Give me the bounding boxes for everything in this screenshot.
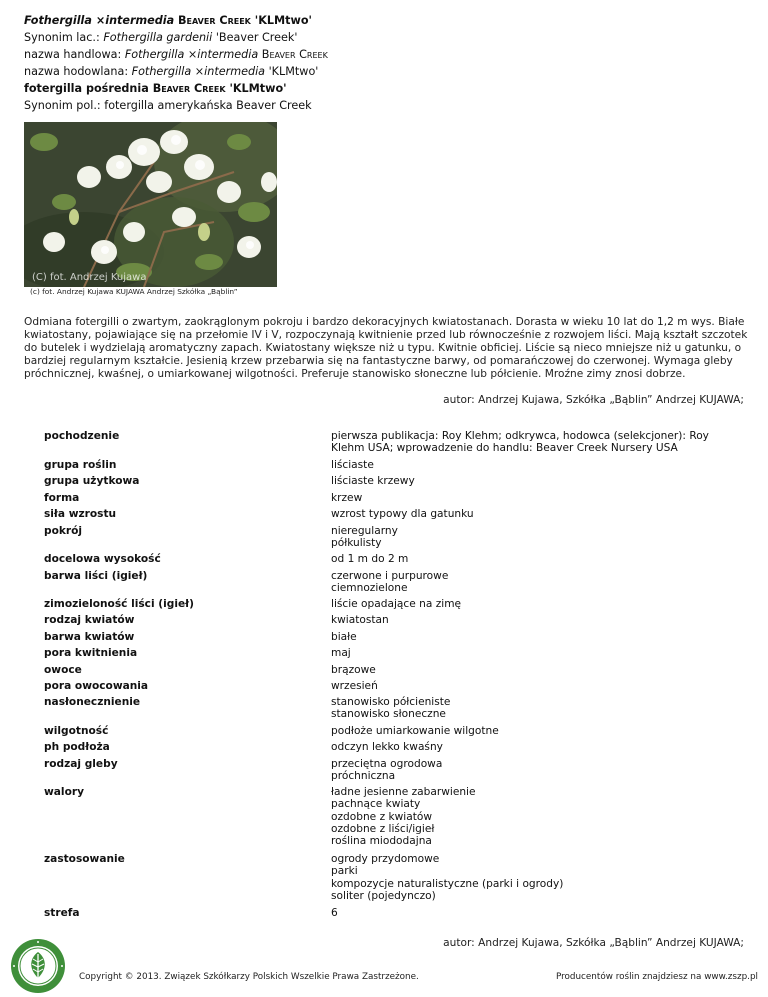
label-pora-owocowania: pora owocowania (44, 680, 149, 692)
latin-name-line (24, 12, 328, 29)
value-grupa-roslin: liściaste (331, 459, 374, 471)
label-rodzaj-kwiatow: rodzaj kwiatów (44, 614, 135, 626)
zszp-logo (10, 938, 66, 994)
breeding-name-label: nazwa hodowlana: (24, 65, 129, 78)
author-bottom: autor: Andrzej Kujawa, Szkółka „Bąblin” Andrzej KUJAWA; (443, 937, 744, 949)
label-wilgotnosc: wilgotność (44, 725, 109, 737)
breeding-species: ×intermedia (194, 65, 266, 78)
label-strefa: strefa (44, 907, 80, 919)
label-rodzaj-gleby: rodzaj gleby (44, 758, 118, 770)
photo-caption: (c) fot. Andrzej Kujawa KUJAWA Andrzej Szkółka „Bąblin” (30, 287, 238, 296)
label-walory: walory (44, 786, 84, 798)
polish-synonym-label: Synonim pol.: (24, 99, 101, 112)
value-pochodzenie: pierwsza publikacja: Roy Klehm; odkrywca, hodowca (selekcjoner): Roy Klehm USA; wprowadzenie do handlu: Beaver Creek Nursery USA (331, 430, 709, 455)
trade-genus: Fothergilla (124, 48, 185, 61)
trade-name-line (24, 46, 328, 63)
value-strefa: 6 (331, 907, 338, 919)
value-wilgotnosc: podłoże umiarkowanie wilgotne (331, 725, 499, 737)
breeding-code: 'KLMtwo' (268, 65, 319, 78)
label-barwa-kwiatow: barwa kwiatów (44, 631, 135, 643)
synonym-label: Synonim lac.: (24, 31, 100, 44)
label-zastosowanie: zastosowanie (44, 853, 125, 865)
value-zimozielonosc: liście opadające na zimę (331, 598, 462, 610)
label-owoce: owoce (44, 664, 82, 676)
label-ph: ph podłoża (44, 741, 110, 753)
label-zimozielonosc: zimozieloność liści (igieł) (44, 598, 194, 610)
value-walory: ładne jesienne zabarwienie pachnące kwiaty ozdobne z kwiatów ozdobne z liści/igieł roślina miododajna (331, 786, 476, 848)
breeding-genus: Fothergilla (131, 65, 192, 78)
value-barwa-lisci: czerwone i purpurowe ciemnozielone (331, 570, 449, 595)
hybrid-sign: × (95, 14, 106, 27)
value-rodzaj-gleby: przeciętna ogrodowa próchniczna (331, 758, 443, 783)
plant-photo (24, 122, 277, 287)
synonym-cultivar: 'Beaver Creek' (215, 31, 298, 44)
value-naslonecznienie: stanowisko półcieniste stanowisko słoneczne (331, 696, 451, 721)
trade-species: ×intermedia (187, 48, 259, 61)
label-grupa-uzytkowa: grupa użytkowa (44, 475, 140, 487)
value-grupa-uzytkowa: liściaste krzewy (331, 475, 415, 487)
label-naslonecznienie: nasłonecznienie (44, 696, 141, 708)
value-owoce: brązowe (331, 664, 376, 676)
value-docelowa-wysokosc: od 1 m do 2 m (331, 553, 409, 565)
synonym-latin: Fothergilla gardenii (103, 31, 213, 44)
genus: Fothergilla (24, 14, 92, 27)
plant-header (24, 12, 328, 114)
trade-name: Beaver Creek (261, 48, 328, 61)
cultivar-code: 'KLMtwo' (254, 14, 312, 27)
latin-synonym-line (24, 29, 328, 46)
label-docelowa-wysokosc: docelowa wysokość (44, 553, 161, 565)
value-zastosowanie: ogrody przydomowe parki kompozycje naturalistyczne (parki i ogrody) soliter (pojedynczo) (331, 853, 564, 902)
polish-synonym-line (24, 97, 328, 114)
value-pora-owocowania: wrzesień (331, 680, 378, 692)
value-barwa-kwiatow: białe (331, 631, 357, 643)
polish-cultivar: Beaver Creek (152, 82, 226, 95)
value-rodzaj-kwiatow: kwiatostan (331, 614, 389, 626)
label-forma: forma (44, 492, 80, 504)
value-forma: krzew (331, 492, 363, 504)
label-grupa-roslin: grupa roślin (44, 459, 117, 471)
value-sila-wzrostu: wzrost typowy dla gatunku (331, 508, 474, 520)
copyright: Copyright © 2013. Związek Szkółkarzy Polskich Wszelkie Prawa Zastrzeżone. (79, 972, 419, 982)
photo-watermark: (C) fot. Andrzej Kujawa (32, 272, 147, 283)
value-pora-kwitnienia: maj (331, 647, 351, 659)
label-pokroj: pokrój (44, 525, 83, 537)
trade-name-label: nazwa handlowa: (24, 48, 122, 61)
label-sila-wzrostu: siła wzrostu (44, 508, 117, 520)
polish-name-line (24, 80, 328, 97)
polish-synonym-value: fotergilla amerykańska Beaver Creek (104, 99, 312, 112)
label-pora-kwitnienia: pora kwitnienia (44, 647, 138, 659)
polish-name: fotergilla pośrednia (24, 82, 149, 95)
cultivar-name: Beaver Creek (178, 14, 251, 27)
description: Odmiana fotergilli o zwartym, zaokrąglonym pokroju i bardzo dekoracyjnych kwiatostanach. Dorasta w wieku 10 lat do 1,2 m wys. Białe kwiatostany, pojawiające się na przełomie IV i V, rozpoczynają kwitnienie przed lub równocześnie z rozwojem liści. Mają kształt szczotek do butelek i wydzielają aromatyczny zapach. Kwiatostany większe niż u typu. Kwitnie obficiej. Liście są nieco mniejsze niż u gatunku, o bardziej regularnym kształcie. Jesienią krzew przebarwia się na fantastyczne barwy, od pomarańczowej do czerwonej. Wymaga gleby próchnicznej, kwaśnej, o umiarkowanej wilgotności. Preferuje stanowisko słoneczne lub półcienie. Mroźne zimy znosi dobrze. (24, 316, 748, 380)
polish-code: 'KLMtwo' (229, 82, 287, 95)
value-pokroj: nieregularny półkulisty (331, 525, 398, 550)
label-barwa-lisci: barwa liści (igieł) (44, 570, 148, 582)
producers-link[interactable]: Producentów roślin znajdziesz na www.zszp.pl (555, 972, 758, 982)
species: intermedia (105, 14, 175, 27)
author-top: autor: Andrzej Kujawa, Szkółka „Bąblin” Andrzej KUJAWA; (443, 394, 744, 406)
value-ph: odczyn lekko kwaśny (331, 741, 443, 753)
label-pochodzenie: pochodzenie (44, 430, 120, 442)
breeding-name-line (24, 63, 328, 80)
